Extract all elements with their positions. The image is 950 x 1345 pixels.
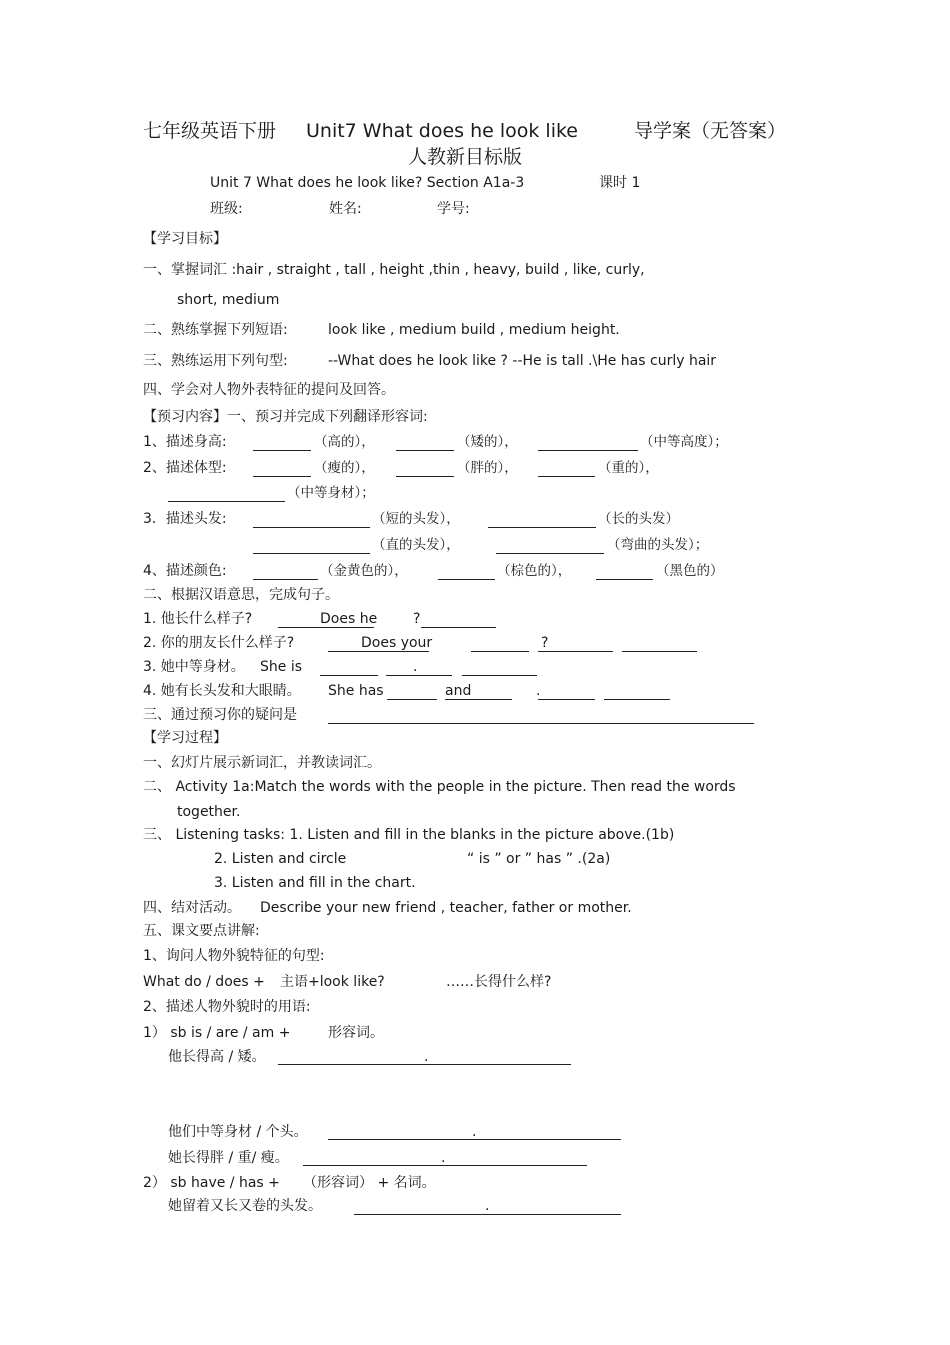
goal-2-label: 二、熟练掌握下列短语: xyxy=(143,322,288,338)
row4-c: （黑色的） xyxy=(656,563,724,579)
unit-line: Unit 7 What does he look like? Section A1a-3 xyxy=(210,175,525,191)
row3-label: 3．描述头发: xyxy=(143,511,227,527)
process-4-label: 四、结对活动。 xyxy=(143,900,241,916)
blank[interactable] xyxy=(253,579,318,580)
sentence-3: 3. 她中等身材。 xyxy=(143,659,245,675)
goals-heading: 【学习目标】 xyxy=(143,231,227,247)
process-3: 三、 Listening tasks: 1. Listen and fill in the blanks in the picture above.(1b) xyxy=(143,827,675,843)
row2-b: （胖的）， xyxy=(457,460,518,476)
row3-c: （直的头发）， xyxy=(372,537,460,553)
preview-heading: 【预习内容】一、预习并完成下列翻译形容词: xyxy=(143,409,428,425)
row2-label: 2、描述体型: xyxy=(143,460,227,476)
blank[interactable] xyxy=(596,579,653,580)
s4-she: She has xyxy=(328,683,384,699)
sentence-2: 2. 你的朋友长什么样子? xyxy=(143,635,295,651)
process-heading: 【学习过程】 xyxy=(143,730,227,746)
blank[interactable] xyxy=(253,476,311,477)
dot: . xyxy=(472,1124,477,1140)
row1-a: （高的）， xyxy=(314,434,375,450)
process-2-cont: together. xyxy=(177,804,241,820)
row4-b: （棕色的）， xyxy=(497,563,572,579)
goal-2-text: look like , medium build , medium height. xyxy=(328,322,620,338)
sentence-4: 4. 她有长头发和大眼睛。 xyxy=(143,683,301,699)
process-5: 五、课文要点讲解: xyxy=(143,923,260,939)
blank[interactable] xyxy=(253,527,370,528)
blank[interactable] xyxy=(438,579,495,580)
s4-dot: . xyxy=(536,683,541,699)
key-2-1-c: 他长得高 / 矮。 xyxy=(168,1049,266,1065)
dot: . xyxy=(424,1049,429,1065)
s4-and: and xyxy=(445,683,472,699)
s1-does: Does he xyxy=(320,611,378,627)
key-1-a: What do / does + xyxy=(143,974,265,990)
row3-d: （弯曲的头发）； xyxy=(607,537,709,553)
s1-q: ? xyxy=(413,611,421,627)
goal-3-text: --What does he look like ? --He is tall .\He has curly hair xyxy=(328,353,717,369)
question-blank[interactable] xyxy=(328,723,754,724)
row2-c: （重的）， xyxy=(598,460,659,476)
key-2-1-e: 她长得胖 / 重/ 瘦。 xyxy=(168,1150,289,1166)
row1-b: （矮的）， xyxy=(457,434,518,450)
blank[interactable] xyxy=(168,501,285,502)
section-3: 三、通过预习你的疑问是 xyxy=(143,707,297,723)
row1-c: （中等高度）； xyxy=(640,434,728,450)
process-4-text: Describe your new friend , teacher, father or mother. xyxy=(260,900,632,916)
key-2-1-b: 形容词。 xyxy=(328,1025,384,1041)
title-suffix: 导学案（无答案） xyxy=(634,120,787,142)
blank[interactable] xyxy=(445,699,512,700)
key-2-2-c: 她留着又长又卷的头发。 xyxy=(168,1198,322,1214)
key-2-2-a: 2） sb have / has + xyxy=(143,1175,280,1191)
class-label: 班级: xyxy=(210,201,243,217)
blank[interactable] xyxy=(396,476,454,477)
blank[interactable] xyxy=(496,553,604,554)
row2-d: （中等身材）； xyxy=(287,485,375,501)
blank[interactable] xyxy=(387,699,437,700)
blank[interactable] xyxy=(604,699,670,700)
row2-a: （瘦的）， xyxy=(314,460,375,476)
blank[interactable] xyxy=(253,450,311,451)
goal-1: 一、掌握词汇 :hair , straight , tall , height ,thin , heavy, build , like, curly, xyxy=(143,262,645,278)
blank[interactable] xyxy=(386,675,452,676)
blank[interactable] xyxy=(462,675,537,676)
blank[interactable] xyxy=(538,699,595,700)
key-1-c: ……长得什么样? xyxy=(446,974,552,990)
sentence-1: 1. 他长什么样子? xyxy=(143,611,253,627)
process-3c: 3. Listen and fill in the chart. xyxy=(214,875,416,891)
key-2: 2、描述人物外貌时的用语: xyxy=(143,999,311,1015)
s2-q: ? xyxy=(541,635,549,651)
goal-4: 四、学会对人物外表特征的提问及回答。 xyxy=(143,382,395,398)
s3-dot: . xyxy=(413,659,418,675)
key-2-1-d: 他们中等身材 / 个头。 xyxy=(168,1124,308,1140)
row3-a: （短的头发）， xyxy=(372,511,460,527)
key-2-2-b: （形容词） + 名词。 xyxy=(303,1175,436,1191)
title-edition: 人教新目标版 xyxy=(408,146,523,168)
process-1: 一、幻灯片展示新词汇，并教读词汇。 xyxy=(143,755,381,771)
process-3b-options: “ is ” or ” has ” .(2a) xyxy=(467,851,611,867)
process-2: 二、 Activity 1a:Match the words with the people in the picture. Then read the words xyxy=(143,779,736,795)
row4-label: 4、描述颜色: xyxy=(143,563,227,579)
dot: . xyxy=(441,1150,446,1166)
row1-label: 1、描述身高: xyxy=(143,434,227,450)
blank[interactable] xyxy=(320,675,378,676)
blank[interactable] xyxy=(396,450,454,451)
goal-3-label: 三、熟练运用下列句型: xyxy=(143,353,288,369)
blank[interactable] xyxy=(538,476,595,477)
s2-does: Does your xyxy=(361,635,433,651)
row3-b: （长的头发） xyxy=(598,511,679,527)
blank[interactable] xyxy=(488,527,596,528)
blank[interactable] xyxy=(538,651,613,652)
title-cn: 七年级英语下册 xyxy=(143,120,277,142)
blank[interactable] xyxy=(421,627,496,628)
blank[interactable] xyxy=(538,450,638,451)
name-label: 姓名: xyxy=(329,201,362,217)
process-3b: 2. Listen and circle xyxy=(214,851,347,867)
blank[interactable] xyxy=(471,651,529,652)
number-label: 学号: xyxy=(437,201,470,217)
blank[interactable] xyxy=(622,651,697,652)
key-1-b: 主语+look like? xyxy=(280,974,385,990)
dot: . xyxy=(485,1198,490,1214)
title-unit: Unit7 What does he look like xyxy=(306,120,578,142)
row4-a: （金黄色的）， xyxy=(320,563,408,579)
key-2-1-a: 1） sb is / are / am + xyxy=(143,1025,291,1041)
period-label: 课时 1 xyxy=(599,175,641,191)
key-1: 1、询问人物外貌特征的句型: xyxy=(143,948,325,964)
goal-1-cont: short, medium xyxy=(177,292,280,308)
blank[interactable] xyxy=(253,553,370,554)
section-2: 二、根据汉语意思，完成句子。 xyxy=(143,587,339,603)
s3-she: She is xyxy=(260,659,303,675)
